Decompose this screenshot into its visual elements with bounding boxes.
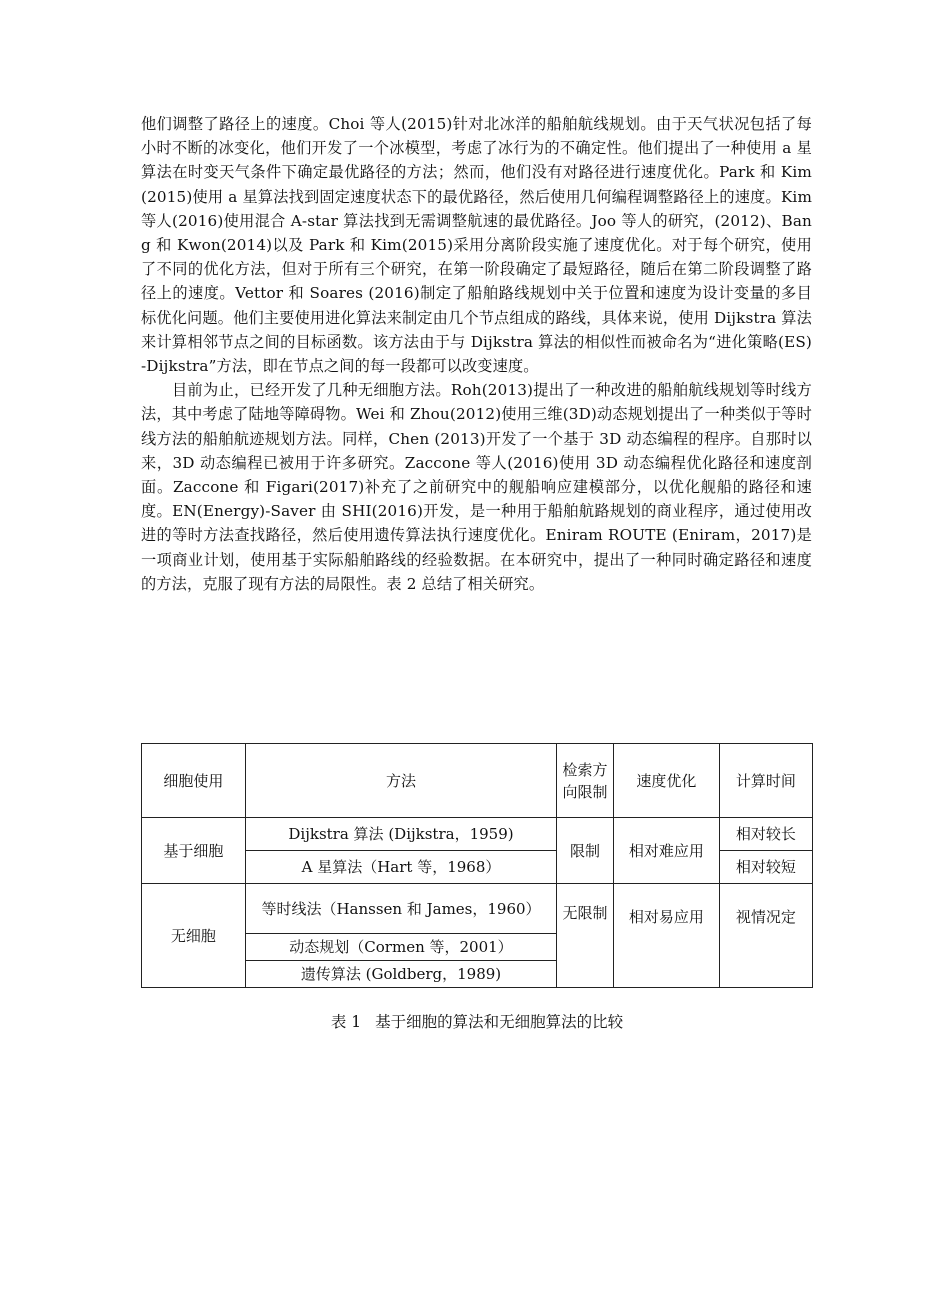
cell-time: 相对较长 <box>719 818 812 851</box>
paragraph-2: 目前为止，已经开发了几种无细胞方法。Roh(2013)提出了一种改进的船舶航线规划等时线方法，其中考虑了陆地等障碍物。Wei 和 Zhou(2012)使用三维(3D)动态规划提出了一种类似于等时线方法的船舶航迹规划方法。同样，Chen (2013)开发了一个基于 3D 动态编程的程序。自那时以来，3D 动态编程已被用于许多研究。Zaccone 等人(2016)使用 3D 动态编程优化路径和速度剖面。Zaccone 和 Figari(2017)补充了之前研究中的舰船响应建模部分，以优化舰船的路径和速度。EN(Energy)-Saver 由 SHI(2016)开发，是一种用于船舶航路规划的商业程序，通过使用改进的等时方法查找路径，然后使用遗传算法执行速度优化。Eniram ROUTE (Eniram，2017)是一项商业计划，使用基于实际船舶路线的经验数据。在本研究中，提出了一种同时确定路径和速度的方法，克服了现有方法的局限性。表 2 总结了相关研究。 <box>141 381 812 593</box>
table-row <box>142 818 813 851</box>
caption-label: 表 1 <box>330 1013 362 1031</box>
cell-speed: 相对难应用 <box>613 818 719 884</box>
caption-text: 基于细胞的算法和无细胞算法的比较 <box>375 1013 624 1031</box>
cell-method: A 星算法（Hart 等，1968） <box>245 851 556 884</box>
header-speed-opt: 速度优化 <box>613 744 719 818</box>
body-text <box>141 112 812 596</box>
header-search-limit: 检索方向限制 <box>557 744 614 818</box>
cell-category: 无细胞 <box>142 884 246 988</box>
cell-method: 遗传算法 (Goldberg，1989) <box>245 961 556 988</box>
table-header-row <box>142 744 813 818</box>
paragraph-1: 他们调整了路径上的速度。Choi 等人(2015)针对北冰洋的船舶航线规划。由于天气状况包括了每小时不断的冰变化，他们开发了一个冰模型，考虑了冰行为的不确定性。他们提出了一种使用 a 星算法在时变天气条件下确定最优路径的方法；然而，他们没有对路径进行速度优化。Park 和 Kim(2015)使用 a 星算法找到固定速度状态下的最优路径，然后使用几何编程调整路径上的速度。Kim 等人(2016)使用混合 A-star 算法找到无需调整航速的最优路径。Joo 等人的研究，(2012)、Bang 和 Kwon(2014)以及 Park 和 Kim(2015)采用分离阶段实施了速度优化。对于每个研究，使用了不同的优化方法，但对于所有三个研究，在第一阶段确定了最短路径，随后在第二阶段调整了路径上的速度。Vettor 和 Soares (2016)制定了船舶路线规划中关于位置和速度为设计变量的多目标优化问题。他们主要使用进化算法来制定由几个节点组成的路线，具体来说，使用 Dijkstra 算法来计算相邻节点之间的目标函数。该方法由于与 Dijkstra 算法的相似性而被命名为“进化策略(ES)-Dijkstra”方法，即在节点之间的每一段都可以改变速度。 <box>141 115 812 376</box>
header-cell-use: 细胞使用 <box>142 744 246 818</box>
cell-method: 动态规划（Cormen 等，2001） <box>245 934 556 961</box>
cell-time: 相对较短 <box>719 851 812 884</box>
cell-category: 基于细胞 <box>142 818 246 884</box>
cell-method: Dijkstra 算法 (Dijkstra，1959) <box>245 818 556 851</box>
table-caption <box>141 1011 813 1033</box>
table-row <box>142 884 813 934</box>
header-compute-time: 计算时间 <box>719 744 812 818</box>
cell-limit: 限制 <box>557 818 614 884</box>
cell-method: 等时线法（Hanssen 和 James，1960） <box>245 884 556 934</box>
cell-time: 视情况定 <box>719 884 812 988</box>
header-method: 方法 <box>245 744 556 818</box>
cell-limit: 无限制 <box>557 884 614 988</box>
comparison-table <box>141 743 813 988</box>
cell-speed: 相对易应用 <box>613 884 719 988</box>
